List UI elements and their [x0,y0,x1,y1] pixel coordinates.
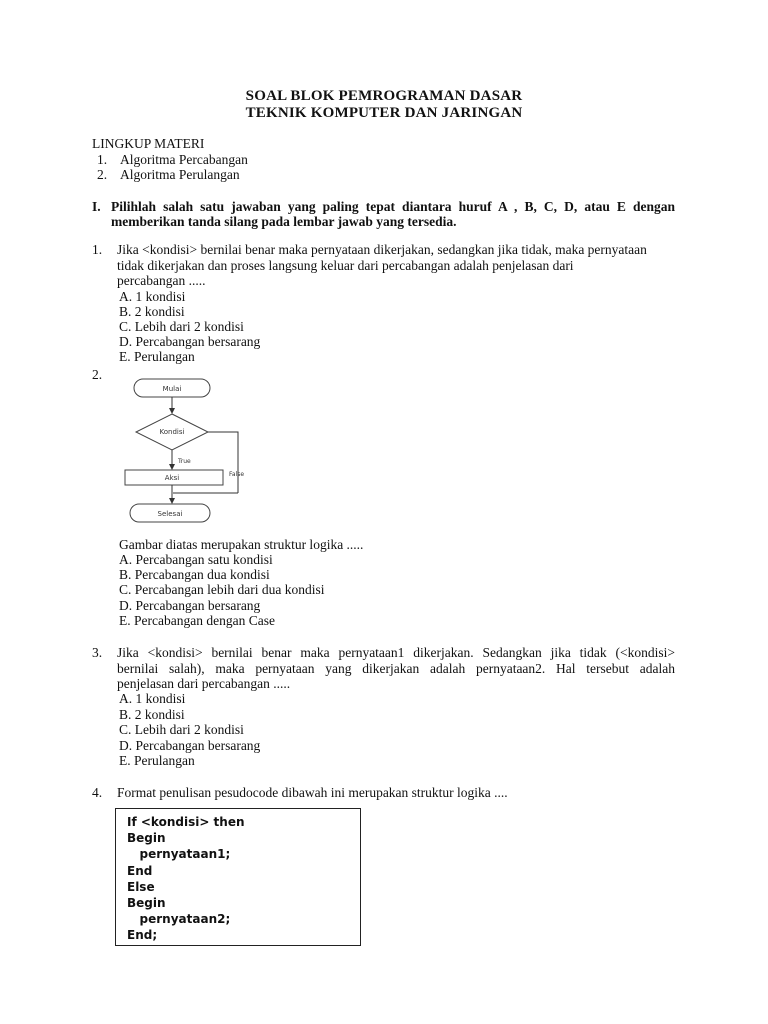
flowchart-end-label: Selesai [157,510,183,518]
code-line: pernyataan1; [127,847,231,861]
answer-option-d[interactable]: D. Percabangan bersarang [119,738,261,753]
code-line: End; [127,928,158,942]
answer-option-b[interactable]: B. 2 kondisi [119,707,185,722]
flowchart-process-label: Aksi [164,474,180,482]
question-text-line: Jika <kondisi> bernilai benar maka pernyataan dikerjakan, sedangkan jika tidak, maka pernyataan [117,242,647,257]
page-title-line2: TEKNIK KOMPUTER DAN JARINGAN [245,105,523,121]
question-text-line: percabangan ..... [117,273,206,288]
code-line: pernyataan2; [127,912,231,926]
flowchart-decision-label: Kondisi [159,428,185,436]
flowchart-true-label: True [178,458,191,465]
question-text-line: Gambar diatas merupakan struktur logika ..... [119,537,364,552]
answer-option-d[interactable]: D. Percabangan bersarang [119,334,261,349]
answer-option-b[interactable]: B. Percabangan dua kondisi [119,567,270,582]
instruction-line: memberikan tanda silang pada lembar jawab yang tersedia. [111,214,457,229]
instruction-number: I. [92,199,101,214]
scope-item-text: Algoritma Percabangan [120,152,248,167]
question-text-line: tidak dikerjakan dan proses langsung keluar dari percabangan adalah penjelasan dari [117,258,574,273]
question-number: 2. [92,367,103,382]
code-line: Begin [127,896,166,910]
answer-option-a[interactable]: A. Percabangan satu kondisi [119,552,273,567]
question-text-line: Jika <kondisi> bernilai benar maka pernyataan1 dikerjakan. Sedangkan jika tidak (<kondisi> [117,645,675,660]
question-text-line: Format penulisan pesudocode dibawah ini merupakan struktur logika .... [117,785,508,800]
code-line: End [127,864,153,878]
pseudocode-box [115,808,361,946]
question-text-line: penjelasan dari percabangan ..... [117,676,291,691]
code-line: If <kondisi> then [127,815,245,829]
question-number: 4. [92,785,103,800]
answer-option-a[interactable]: A. 1 kondisi [119,691,186,706]
question-number: 1. [92,242,103,257]
answer-option-b[interactable]: B. 2 kondisi [119,304,185,319]
answer-option-a[interactable]: A. 1 kondisi [119,289,186,304]
flowchart-false-label: False [229,471,245,478]
flowchart-start-label: Mulai [162,385,182,393]
question-number: 3. [92,645,103,660]
instruction-line: Pilihlah salah satu jawaban yang paling tepat diantara huruf A , B, C, D, atau E dengan [111,199,675,214]
scope-item-number: 2. [97,167,108,182]
answer-option-e[interactable]: E. Perulangan [119,753,195,768]
scope-item-text: Algoritma Perulangan [120,167,240,182]
answer-option-d[interactable]: D. Percabangan bersarang [119,598,261,613]
page-title-line1: SOAL BLOK PEMROGRAMAN DASAR [245,88,523,104]
scope-item-number: 1. [97,152,108,167]
flowchart-diagram [118,374,250,528]
scope-heading: LINGKUP MATERI [92,136,205,151]
answer-option-c[interactable]: C. Percabangan lebih dari dua kondisi [119,582,325,597]
question-text-line: bernilai salah), maka pernyataan yang dikerjakan adalah pernyataan2. Hal tersebut adalah [117,661,675,676]
answer-option-c[interactable]: C. Lebih dari 2 kondisi [119,722,244,737]
code-line: Begin [127,831,166,845]
answer-option-c[interactable]: C. Lebih dari 2 kondisi [119,319,244,334]
code-line: Else [127,880,155,894]
answer-option-e[interactable]: E. Perulangan [119,349,195,364]
answer-option-e[interactable]: E. Percabangan dengan Case [119,613,275,628]
